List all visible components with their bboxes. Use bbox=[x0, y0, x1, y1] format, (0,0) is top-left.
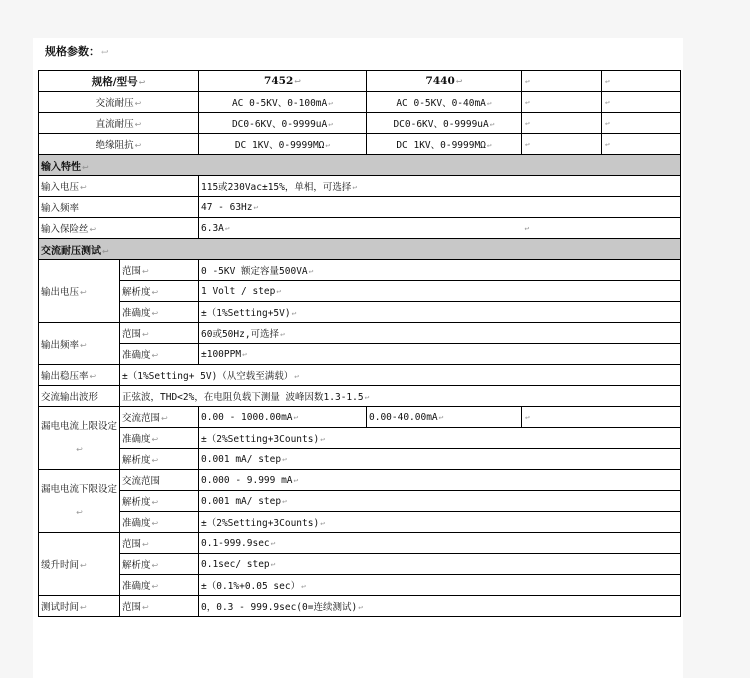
table-row bbox=[39, 596, 681, 617]
empty-cell: ↩ bbox=[522, 134, 602, 155]
value-cell: 1 Volt / step↩ bbox=[199, 281, 681, 302]
sub-label: 范围↩ bbox=[120, 260, 199, 281]
sub-label: 准确度↩ bbox=[120, 512, 199, 533]
table-row bbox=[39, 491, 681, 512]
value-cell: 0.000 - 9.999 mA↩ bbox=[199, 470, 681, 491]
empty-cell: ↩ bbox=[602, 92, 681, 113]
sub-label: 准确度↩ bbox=[120, 575, 199, 596]
table-row bbox=[39, 92, 681, 113]
empty-cell: ↩ bbox=[522, 218, 681, 239]
table-row bbox=[39, 176, 681, 197]
sub-label: 范围↩ bbox=[120, 323, 199, 344]
table-row bbox=[39, 134, 681, 155]
spec-row-label: 交流耐压↩ bbox=[39, 92, 199, 113]
table-row bbox=[39, 386, 681, 407]
table-row bbox=[39, 113, 681, 134]
regulation-label: 输出稳压率↩ bbox=[39, 365, 120, 386]
table-row bbox=[39, 449, 681, 470]
table-row bbox=[39, 533, 681, 554]
input-frequency-label: 输入频率 bbox=[39, 197, 199, 218]
spec-row-label: 绝缘阻抗↩ bbox=[39, 134, 199, 155]
table-row bbox=[39, 71, 681, 92]
model-7452-header: 7452↩ bbox=[199, 71, 367, 92]
table-row bbox=[39, 239, 681, 260]
value-cell: ±100PPM↩ bbox=[199, 344, 681, 365]
value-cell: 0.1sec/ step↩ bbox=[199, 554, 681, 575]
input-fuse-label: 输入保险丝↩ bbox=[39, 218, 199, 239]
spec-heading bbox=[45, 43, 109, 59]
sub-label: 范围↩ bbox=[120, 596, 199, 617]
sub-label: 交流范围 bbox=[120, 470, 199, 491]
value-cell: 0.00 - 1000.00mA↩ bbox=[199, 407, 367, 428]
table-row bbox=[39, 302, 681, 323]
input-frequency-value: 47 - 63Hz↩ bbox=[199, 197, 681, 218]
spec-value-a: DC0-6KV、0-9999uA↩ bbox=[199, 113, 367, 134]
spec-table bbox=[38, 70, 681, 617]
sub-label: 解析度↩ bbox=[120, 554, 199, 575]
value-cell: 正弦波，THD<2%，在电阻负载下测量 波峰因数1.3-1.5↩ bbox=[120, 386, 681, 407]
value-cell: ±（0.1%+0.05 sec）↩ bbox=[199, 575, 681, 596]
section-header-input: 输入特性↩ bbox=[39, 155, 681, 176]
value-cell: 0，0.3 - 999.9sec(0=连续测试)↩ bbox=[199, 596, 681, 617]
sub-label: 解析度↩ bbox=[120, 449, 199, 470]
document-page bbox=[33, 38, 683, 678]
output-frequency-label: 输出频率↩ bbox=[39, 323, 120, 365]
table-row bbox=[39, 554, 681, 575]
value-cell: 60或50Hz,可选择↩ bbox=[199, 323, 681, 344]
ramp-time-label: 缓升时间↩ bbox=[39, 533, 120, 596]
value-cell: ±（1%Setting+ 5V)（从空载至满载）↩ bbox=[120, 365, 681, 386]
sub-label: 准确度↩ bbox=[120, 302, 199, 323]
value-cell: 0.00-40.00mA↩ bbox=[367, 407, 522, 428]
input-fuse-value: 6.3A↩ bbox=[199, 218, 522, 239]
table-row bbox=[39, 512, 681, 533]
value-cell: 0.001 mA/ step↩ bbox=[199, 491, 681, 512]
table-row bbox=[39, 260, 681, 281]
table-row bbox=[39, 344, 681, 365]
sub-label: 准确度↩ bbox=[120, 344, 199, 365]
spec-row-label: 直流耐压↩ bbox=[39, 113, 199, 134]
value-cell: ±（2%Setting+3Counts)↩ bbox=[199, 512, 681, 533]
table-row bbox=[39, 281, 681, 302]
table-row bbox=[39, 428, 681, 449]
table-row bbox=[39, 407, 681, 428]
spec-model-header: 规格/型号↩ bbox=[39, 71, 199, 92]
input-voltage-value: 115或230Vac±15%，单相，可选择↩ bbox=[199, 176, 681, 197]
spec-value-a: DC 1KV、0-9999MΩ↩ bbox=[199, 134, 367, 155]
table-row bbox=[39, 470, 681, 491]
table-row bbox=[39, 323, 681, 344]
sub-label: 解析度↩ bbox=[120, 281, 199, 302]
test-time-label: 测试时间↩ bbox=[39, 596, 120, 617]
leak-hi-limit-label: 漏电电流上限设定↩ bbox=[39, 407, 120, 470]
section-header-acw: 交流耐压测试↩ bbox=[39, 239, 681, 260]
sub-label: 准确度↩ bbox=[120, 428, 199, 449]
spec-value-b: AC 0-5KV、0-40mA↩ bbox=[367, 92, 522, 113]
sub-label: 解析度↩ bbox=[120, 491, 199, 512]
input-voltage-label: 输入电压↩ bbox=[39, 176, 199, 197]
empty-cell: ↩ bbox=[602, 134, 681, 155]
value-cell: 0.001 mA/ step↩ bbox=[199, 449, 681, 470]
value-cell: ±（1%Setting+5V)↩ bbox=[199, 302, 681, 323]
empty-cell: ↩ bbox=[522, 407, 681, 428]
table-row bbox=[39, 575, 681, 596]
output-voltage-label: 输出电压↩ bbox=[39, 260, 120, 323]
value-cell: 0.1-999.9sec↩ bbox=[199, 533, 681, 554]
table-row bbox=[39, 365, 681, 386]
model-7440-header: 7440↩ bbox=[367, 71, 522, 92]
leak-lo-limit-label: 漏电电流下限设定↩ bbox=[39, 470, 120, 533]
heading-text: 规格参数： bbox=[45, 45, 100, 58]
table-row bbox=[39, 155, 681, 176]
empty-cell: ↩ bbox=[602, 113, 681, 134]
empty-cell: ↩ bbox=[522, 92, 602, 113]
spec-value-a: AC 0-5KV、0-100mA↩ bbox=[199, 92, 367, 113]
table-row bbox=[39, 197, 681, 218]
spec-value-b: DC0-6KV、0-9999uA↩ bbox=[367, 113, 522, 134]
empty-cell: ↩ bbox=[522, 71, 602, 92]
sub-label: 交流范围↩ bbox=[120, 407, 199, 428]
paragraph-mark-icon: ↩ bbox=[101, 48, 109, 58]
spec-value-b: DC 1KV、0-9999MΩ↩ bbox=[367, 134, 522, 155]
empty-cell: ↩ bbox=[602, 71, 681, 92]
sub-label: 范围↩ bbox=[120, 533, 199, 554]
value-cell: 0 -5KV 额定容量500VA↩ bbox=[199, 260, 681, 281]
value-cell: ±（2%Setting+3Counts)↩ bbox=[199, 428, 681, 449]
empty-cell: ↩ bbox=[522, 113, 602, 134]
table-row bbox=[39, 218, 681, 239]
waveform-label: 交流输出波形 bbox=[39, 386, 120, 407]
